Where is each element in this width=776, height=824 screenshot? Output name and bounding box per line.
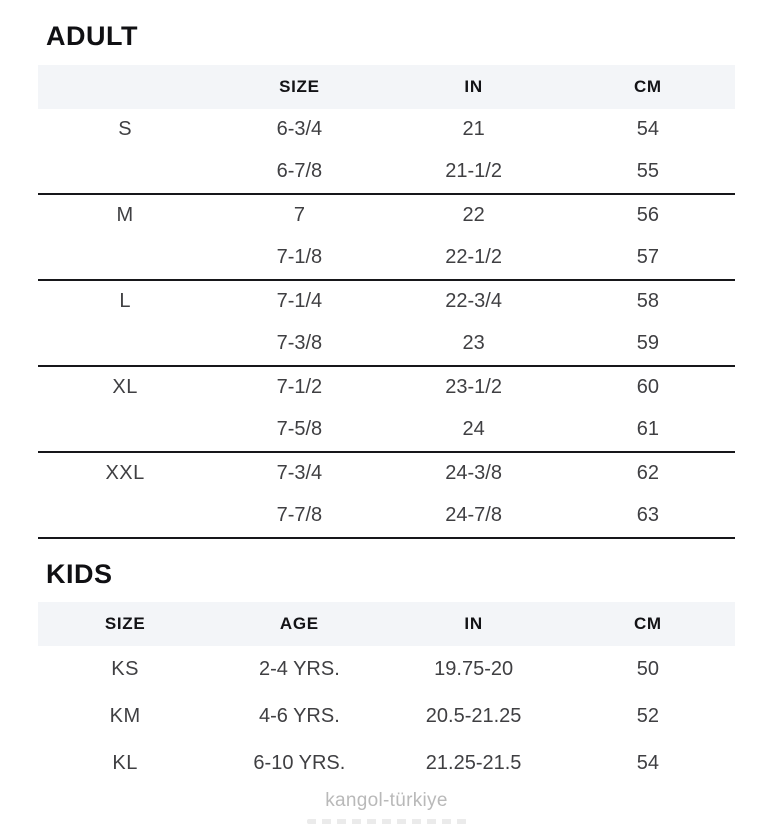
adult-table-body	[38, 109, 735, 538]
kids-cell-age: 4-6 YRS.	[258, 705, 340, 728]
adult-table-row	[38, 194, 735, 237]
adult-size-label	[38, 495, 212, 538]
adult-cell-size: 7-1/2	[276, 376, 323, 399]
adult-size-label	[38, 237, 212, 280]
adult-table-header	[38, 65, 735, 109]
watermark-text: kangol-türkiye	[325, 790, 448, 812]
adult-cell-cm: 59	[561, 323, 735, 366]
adult-cell-cm: 58	[636, 290, 659, 313]
adult-cell-size: 6-7/8	[212, 151, 386, 194]
adult-size-label: S	[118, 118, 133, 141]
adult-table-row	[38, 151, 735, 194]
adult-size-label: L	[119, 290, 131, 313]
adult-cell-size: 7-1/4	[276, 290, 323, 313]
kids-cell-cm: 50	[636, 658, 659, 681]
adult-cell-in: 24-3/8	[445, 462, 502, 485]
adult-size-label: M	[116, 204, 134, 227]
adult-table-row	[38, 323, 735, 366]
kids-table-body	[38, 646, 735, 787]
clipped-text-fragment	[307, 819, 467, 824]
kids-table-row	[38, 693, 735, 740]
adult-table-row	[38, 366, 735, 409]
kids-header-row	[38, 602, 735, 646]
adult-cell-in: 21-1/2	[387, 151, 561, 194]
kids-header-cm: CM	[561, 602, 735, 646]
adult-cell-cm: 56	[636, 204, 659, 227]
adult-cell-cm: 62	[636, 462, 659, 485]
kids-cell-in: 19.75-20	[434, 658, 514, 681]
adult-size-label	[38, 151, 212, 194]
adult-cell-in: 22	[462, 204, 485, 227]
adult-cell-size: 7-5/8	[212, 409, 386, 452]
adult-cell-in: 22-1/2	[387, 237, 561, 280]
kids-table-header	[38, 602, 735, 646]
adult-cell-cm: 63	[561, 495, 735, 538]
kids-header-size: SIZE	[38, 602, 212, 646]
kids-header-in: IN	[387, 602, 561, 646]
adult-table-row	[38, 280, 735, 323]
adult-cell-in: 23	[387, 323, 561, 366]
adult-size-label: XL	[112, 376, 138, 399]
kids-cell-in: 21.25-21.5	[425, 752, 522, 775]
kids-size-table	[38, 602, 735, 787]
adult-cell-in: 21	[462, 118, 485, 141]
adult-size-label	[38, 323, 212, 366]
kids-size-label: KL	[112, 752, 138, 775]
kids-cell-cm: 52	[636, 705, 659, 728]
adult-table-row	[38, 237, 735, 280]
kids-table-row	[38, 646, 735, 693]
kids-size-label: KS	[111, 658, 139, 681]
adult-cell-cm: 55	[561, 151, 735, 194]
kids-title: KIDS	[46, 558, 113, 589]
adult-cell-in: 23-1/2	[445, 376, 502, 399]
adult-cell-cm: 54	[636, 118, 659, 141]
kids-size-label: KM	[109, 705, 141, 728]
kids-table-row	[38, 740, 735, 787]
adult-cell-cm: 61	[561, 409, 735, 452]
adult-header-row	[38, 65, 735, 109]
adult-cell-in: 22-3/4	[445, 290, 502, 313]
adult-size-table	[38, 65, 735, 539]
adult-cell-size: 7-3/8	[212, 323, 386, 366]
adult-cell-size: 7	[293, 204, 305, 227]
adult-header-size: SIZE	[212, 65, 386, 109]
adult-size-label: XXL	[105, 462, 145, 485]
adult-table-row	[38, 409, 735, 452]
adult-cell-size: 7-1/8	[212, 237, 386, 280]
adult-cell-cm: 57	[561, 237, 735, 280]
adult-table-row	[38, 452, 735, 495]
adult-cell-size: 7-7/8	[212, 495, 386, 538]
kids-cell-in: 20.5-21.25	[425, 705, 522, 728]
adult-size-label	[38, 409, 212, 452]
adult-cell-size: 7-3/4	[276, 462, 323, 485]
kids-header-age: AGE	[212, 602, 386, 646]
adult-section	[38, 22, 735, 539]
adult-title: ADULT	[46, 21, 138, 51]
adult-header-cm: CM	[561, 65, 735, 109]
kids-cell-age: 2-4 YRS.	[258, 658, 340, 681]
adult-header-blank	[38, 65, 212, 109]
adult-header-in: IN	[387, 65, 561, 109]
kids-cell-cm: 54	[636, 752, 659, 775]
adult-cell-cm: 60	[636, 376, 659, 399]
kids-cell-age: 6-10 YRS.	[253, 752, 346, 775]
adult-cell-in: 24-7/8	[387, 495, 561, 538]
adult-cell-size: 6-3/4	[276, 118, 323, 141]
kids-section	[38, 560, 735, 788]
adult-table-row	[38, 495, 735, 538]
adult-cell-in: 24	[387, 409, 561, 452]
adult-table-row	[38, 109, 735, 151]
